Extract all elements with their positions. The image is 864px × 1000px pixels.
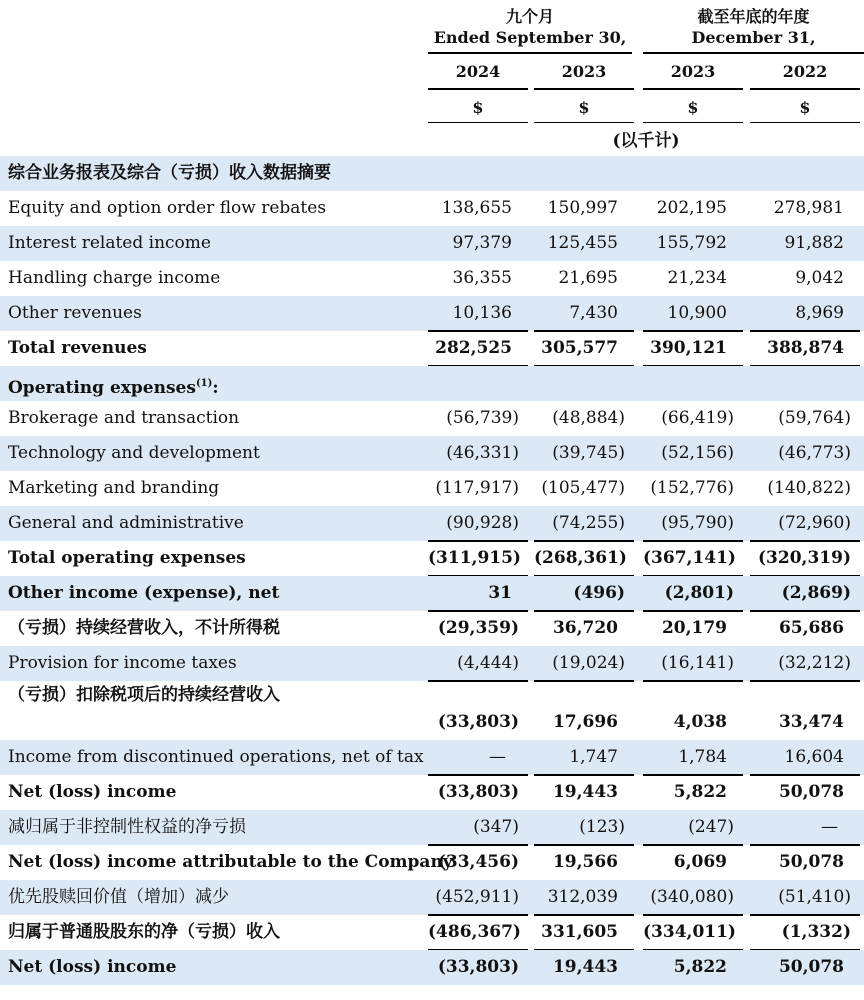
value-cell: 1,784 (678, 747, 727, 767)
value-cell: (4,444) (457, 653, 519, 673)
row-label (8, 646, 237, 681)
value-cell: 33,474 (778, 712, 844, 732)
table-row (0, 576, 864, 611)
value-cell: 50,078 (778, 957, 844, 977)
currency-header: $ (687, 98, 699, 117)
value-cell: (32,212) (778, 653, 851, 673)
group2-underline (643, 52, 864, 54)
value-cell: (33,803) (437, 957, 519, 977)
value-cell: 155,792 (656, 233, 727, 253)
value-cell: 1,747 (569, 747, 618, 767)
row-label (8, 156, 331, 191)
value-cell: 6,069 (673, 852, 727, 872)
currency-header: $ (799, 98, 811, 117)
row-label-text: Equity and option order flow rebates (8, 198, 327, 218)
value-cell: (247) (688, 817, 734, 837)
value-cell: (51,410) (778, 887, 851, 907)
row-label-suffix: : (212, 377, 219, 398)
value-cell: 150,997 (547, 198, 618, 218)
group1-subtitle: Ended September 30, (433, 28, 627, 47)
value-cell: 31 (488, 583, 512, 603)
row-label-text: Net (loss) income (8, 782, 177, 802)
row-label-text: Total operating expenses (8, 548, 246, 568)
year-underline (428, 88, 528, 90)
table-row (0, 775, 864, 810)
value-cell: (33,456) (437, 852, 519, 872)
year-header: 2024 (455, 62, 501, 81)
row-label-text: Other revenues (8, 303, 142, 323)
value-cell: (105,477) (541, 478, 625, 498)
value-cell: 9,042 (795, 268, 844, 288)
value-cell (750, 156, 844, 191)
table-row (0, 810, 864, 845)
value-cell: 278,981 (773, 198, 844, 218)
units-label: (以千计) (612, 131, 680, 151)
value-cell: (56,739) (446, 408, 519, 428)
value-cell: (52,156) (661, 443, 734, 463)
row-label (8, 226, 211, 261)
year-underline (534, 88, 634, 90)
row-label (8, 506, 244, 541)
row-label-text: Net (loss) income attributable to the Company (8, 852, 453, 872)
table-row (0, 915, 864, 950)
value-cell: (46,773) (778, 443, 851, 463)
currency-underline (750, 122, 860, 123)
row-label (8, 471, 219, 506)
row-label (8, 611, 280, 646)
value-cell: 19,443 (552, 957, 618, 977)
value-cell: (1,332) (781, 922, 851, 942)
value-cell: (59,764) (778, 408, 851, 428)
year-header: 2023 (561, 62, 607, 81)
row-label-text: 减归属于非控制性权益的净亏损 (8, 817, 246, 837)
row-label-text: Operating expenses (8, 377, 196, 398)
value-cell: (19,024) (552, 653, 625, 673)
currency-underline (534, 122, 634, 123)
table-row (0, 845, 864, 880)
value-cell: (117,917) (435, 478, 519, 498)
currency-underline (428, 122, 528, 123)
value-cell: (452,911) (435, 887, 519, 907)
value-cell: (90,928) (446, 513, 519, 533)
value-cell: (268,361) (534, 548, 627, 568)
value-cell: 5,822 (673, 782, 727, 802)
row-label (8, 810, 246, 845)
table-row (0, 950, 864, 985)
row-label-text: （亏损）扣除税项后的持续经营收入 (8, 685, 280, 705)
value-cell: 10,136 (452, 303, 512, 323)
value-cell: 138,655 (441, 198, 512, 218)
value-cell (428, 366, 512, 401)
table-row (0, 401, 864, 436)
row-label (8, 915, 280, 950)
value-cell: (66,419) (661, 408, 734, 428)
table-row (0, 296, 864, 331)
row-label (8, 436, 260, 471)
row-label-text: General and administrative (8, 513, 244, 533)
value-cell (643, 366, 727, 401)
group2-subtitle: December 31, (691, 28, 816, 47)
value-cell: (46,331) (446, 443, 519, 463)
value-cell: 282,525 (435, 338, 512, 358)
value-cell (534, 366, 618, 401)
value-cell: (367,141) (643, 548, 736, 568)
value-cell (534, 156, 618, 191)
currency-header: $ (472, 98, 484, 117)
value-cell: 16,604 (784, 747, 844, 767)
value-cell: (2,801) (664, 583, 734, 603)
value-cell (428, 156, 512, 191)
row-label (8, 845, 453, 880)
value-cell: (340,080) (650, 887, 734, 907)
row-label-text: Provision for income taxes (8, 653, 237, 673)
table-row (0, 471, 864, 506)
row-label-text: 综合业务报表及综合（亏损）收入数据摘要 (8, 163, 331, 183)
table-row (0, 705, 864, 740)
row-label (8, 541, 246, 576)
value-cell: (311,915) (428, 548, 521, 568)
row-label-text: Income from discontinued operations, net of tax (8, 747, 424, 767)
value-cell: 21,234 (667, 268, 727, 288)
value-cell: 50,078 (778, 782, 844, 802)
row-label-text: Interest related income (8, 233, 211, 253)
value-cell: 91,882 (784, 233, 844, 253)
value-cell: (123) (579, 817, 625, 837)
value-cell: 10,900 (667, 303, 727, 323)
value-cell (750, 366, 844, 401)
value-cell: (320,319) (758, 548, 851, 568)
value-cell: (48,884) (552, 408, 625, 428)
row-label (8, 331, 147, 366)
value-cell: 50,078 (778, 852, 844, 872)
value-cell: 8,969 (795, 303, 844, 323)
table-row (0, 331, 864, 366)
table-row (0, 366, 864, 401)
currency-header: $ (578, 98, 590, 117)
value-cell: 305,577 (541, 338, 618, 358)
value-cell: (72,960) (778, 513, 851, 533)
value-cell (643, 156, 727, 191)
table-row (0, 740, 864, 775)
row-label-text: Net (loss) income (8, 957, 177, 977)
row-label (8, 261, 220, 296)
table-row (0, 880, 864, 915)
group1-underline (428, 52, 632, 54)
row-label (8, 366, 219, 401)
value-cell: 125,455 (547, 233, 618, 253)
value-cell: (95,790) (661, 513, 734, 533)
value-cell: (33,803) (437, 782, 519, 802)
row-label-text: （亏损）持续经营收入，不计所得税 (8, 618, 280, 638)
value-cell: 36,720 (552, 618, 618, 638)
row-label (8, 880, 229, 915)
value-cell: (33,803) (437, 712, 519, 732)
value-cell: 97,379 (452, 233, 512, 253)
row-label (8, 296, 142, 331)
table-row (0, 646, 864, 681)
row-label-text: Handling charge income (8, 268, 221, 288)
row-label-text: Technology and development (8, 443, 260, 463)
row-label (8, 401, 239, 436)
year-header: 2022 (782, 62, 828, 81)
row-label-text: 归属于普通股股东的净（亏损）收入 (8, 922, 280, 942)
value-cell: (2,869) (781, 583, 851, 603)
value-cell: (29,359) (437, 618, 519, 638)
value-cell: 4,038 (673, 712, 727, 732)
row-label (8, 950, 176, 985)
value-cell: 19,443 (552, 782, 618, 802)
value-cell: (347) (473, 817, 519, 837)
group2-title: 截至年底的年度 (697, 7, 810, 26)
footnote-marker: (1) (195, 378, 213, 389)
value-cell: 388,874 (767, 338, 844, 358)
currency-underline (643, 122, 743, 123)
value-cell: (140,822) (767, 478, 851, 498)
value-cell: 21,695 (558, 268, 618, 288)
year-header: 2023 (670, 62, 716, 81)
value-cell: 65,686 (778, 618, 844, 638)
value-cell: (334,011) (643, 922, 736, 942)
row-label-text: Brokerage and transaction (8, 408, 240, 428)
value-cell: — (821, 817, 838, 837)
table-row (0, 261, 864, 296)
value-cell: (39,745) (552, 443, 625, 463)
table-row (0, 611, 864, 646)
table-row (0, 191, 864, 226)
row-label-text: Other income (expense), net (8, 583, 280, 603)
table-row (0, 541, 864, 576)
year-underline (643, 88, 743, 90)
row-label (8, 740, 424, 775)
value-cell: 19,566 (552, 852, 618, 872)
row-label (8, 191, 326, 226)
year-underline (750, 88, 860, 90)
value-cell: 390,121 (650, 338, 727, 358)
row-label-text: Marketing and branding (8, 478, 220, 498)
table-row (0, 506, 864, 541)
table-row (0, 156, 864, 191)
value-cell: 312,039 (547, 887, 618, 907)
value-cell: 17,696 (552, 712, 618, 732)
value-cell: 20,179 (661, 618, 727, 638)
value-cell: 202,195 (656, 198, 727, 218)
table-row (0, 226, 864, 261)
value-cell: 36,355 (452, 268, 512, 288)
value-cell: 7,430 (569, 303, 618, 323)
row-label-text: Total revenues (8, 338, 147, 358)
table-row (0, 436, 864, 471)
row-label-text: 优先股赎回价值（增加）减少 (8, 887, 229, 907)
value-cell: (74,255) (552, 513, 625, 533)
value-cell: (486,367) (428, 922, 521, 942)
value-cell: (16,141) (661, 653, 734, 673)
value-cell: — (489, 747, 506, 767)
value-cell: 5,822 (673, 957, 727, 977)
row-label (8, 576, 279, 611)
value-cell: (152,776) (650, 478, 734, 498)
group1-title: 九个月 (505, 7, 554, 26)
row-label (8, 775, 176, 810)
value-cell: (496) (573, 583, 625, 603)
value-cell: 331,605 (541, 922, 618, 942)
